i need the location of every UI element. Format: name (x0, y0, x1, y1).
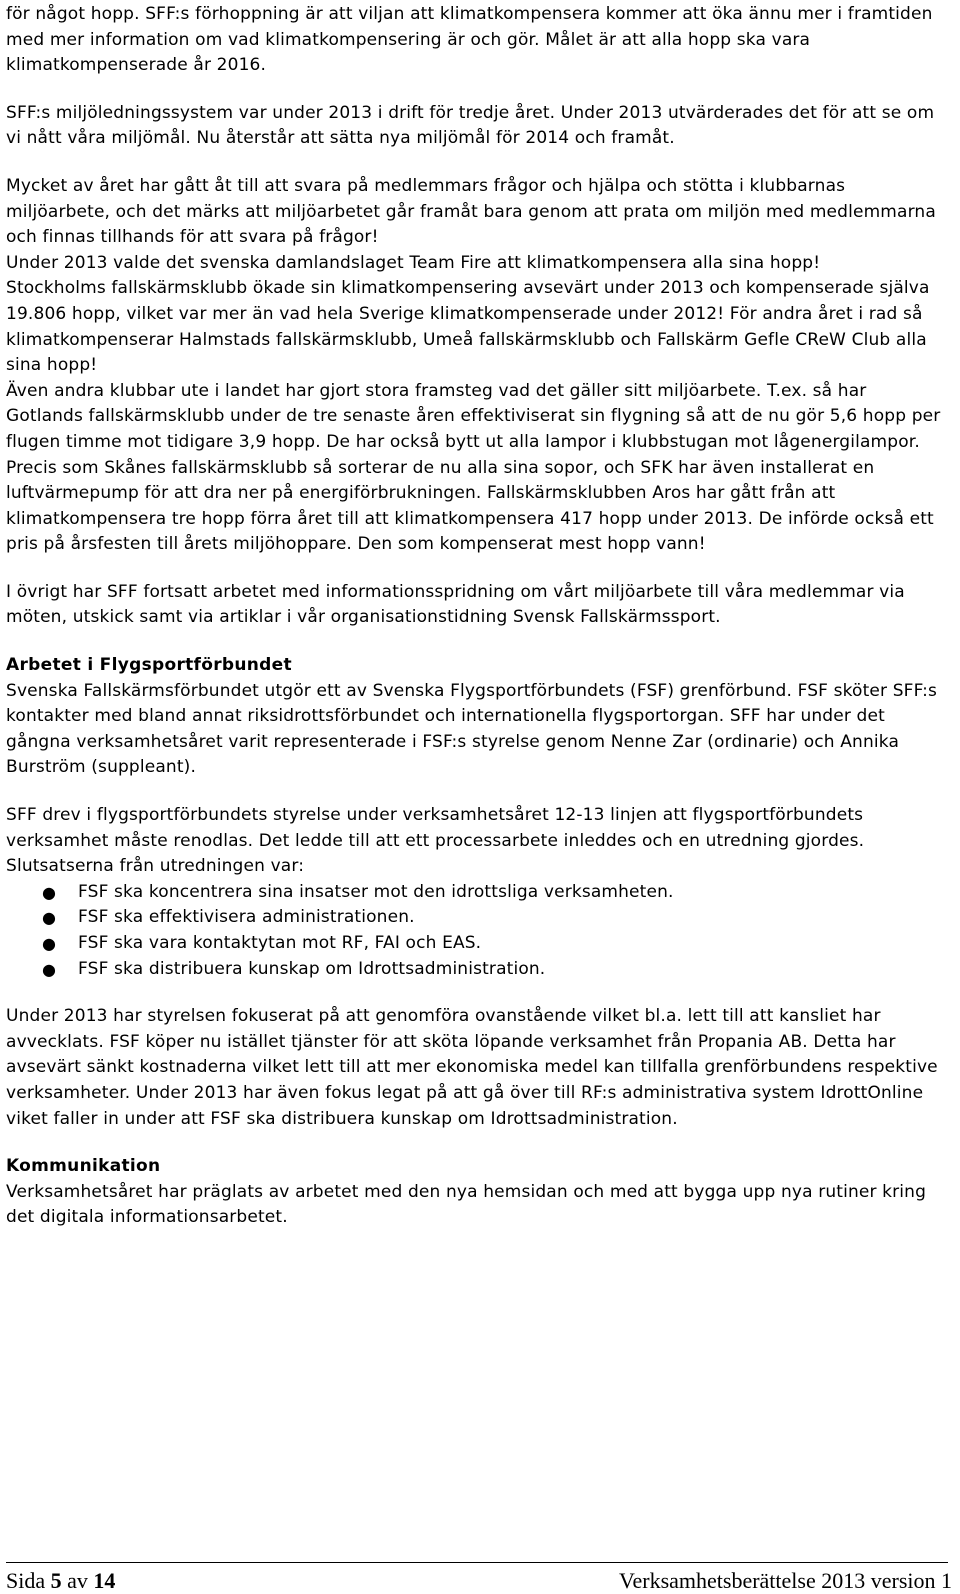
paragraph-climate-goal: för något hopp. SFF:s förhoppning är att viljan att klimatkompensera kommer att öka ännu mer i framtiden med mer information om vad klimatkompensering är och gör. Målet är att alla hopp ska vara klimatkompenserade år 2016. (6, 4, 933, 76)
bullet-icon: ● (42, 934, 57, 953)
paragraph-other-clubs: Även andra klubbar ute i landet har gjort stora framsteg vad det gäller sitt miljöarbete. T.ex. så har Gotlands fallskärmsklubb under de tre senaste åren effektiviserat sin flygning så att de nu gör 5,6 hopp per flugen timme mot tidigare 3,9 hopp. De har också bytt ut alla lampor i klubbstugan mot lågenergilampor. Precis som Skånes fallskärmsklubb så sorterar de nu alla sina sopor, och SFK har även installerat en luftvärmepump för att dra ner på energiförbrukningen. Fallskärmsklubben Aros har gått från att klimatkompensera tre hopp förra året till att klimatkompensera 417 hopp under 2013. De införde också ett pris på årsfesten till årets miljöhoppare. Den som kompenserat mest hopp vann! (6, 380, 941, 555)
paragraph-environment-system: SFF:s miljöledningssystem var under 2013 i drift för tredje året. Under 2013 utvärderades det för att se om vi nått våra miljömål. Nu återstår att sätta nya miljömål för 2014 och framåt. (6, 102, 935, 149)
bullet-icon: ● (42, 882, 57, 902)
paragraph-fsf-2013: Under 2013 har styrelsen fokuserat på att genomföra ovanstående vilket bl.a. lett till att kansliet har avvecklats. FSF köper nu istället tjänster för att sköta löpande verksamhet från Propania AB. Detta har avsevärt sänkt kostnaderna vilket lett till att mer ekonomiska medel kan tillfalla grenförbundens respektive verksamheter. Under 2013 har även fokus legat på att gå över till RF:s administrativa system IdrottOnline viket faller in under att FSF ska distribuera kunskap om Idrottsadministration. (6, 1006, 938, 1129)
paragraph-information-spread: I övrigt har SFF fortsatt arbetet med informationsspridning om vårt miljöarbete till våra medlemmar via möten, utskick samt via artiklar i vår organisationstidning Svensk Fallskärmssport. (6, 581, 905, 628)
paragraph-stockholm-club: Stockholms fallskärmsklubb ökade sin klimatkompensering avsevärt under 2013 och kompenserade själva 19.806 hopp, vilket var mer än vad hela Sverige klimatkompenserade under 2012! För andra året i rad så klimatkompenserar Halmstads fallskärmsklubb, Umeå fallskärmsklubb och Fallskärm Gefle CReW Club alla sina hopp! (6, 278, 930, 376)
footer-divider (6, 1562, 948, 1563)
paragraph-member-questions: Mycket av året har gått åt till att svara på medlemmars frågor och hjälpa och stötta i klubbarnas miljöarbete, och det märks att miljöarbetet går framåt bara genom att prata om miljön med medlemmarna och finnas tillhands för att svara på frågor! (6, 175, 936, 248)
heading-kommunikation: Kommunikation (6, 1156, 161, 1177)
document-page (6, 0, 948, 1231)
conclusions-list (6, 880, 948, 982)
paragraph-kommunikation: Verksamhetsåret har präglats av arbetet med den nya hemsidan och med att bygga upp nya rutiner kring det digitala informationsarbetet. (6, 1181, 927, 1228)
paragraph-fsf-intro: Svenska Fallskärmsförbundet utgör ett av Svenska Flygsportförbundets (FSF) grenförbund. FSF sköter SFF:s kontakter med bland annat riksidrottsförbundet och internationella flygsportorgan. SFF har under det gångna verksamhetsåret varit representerade i FSF:s styrelse genom Nenne Zar (ordinarie) och Annika Burström (suppleant). (6, 680, 938, 778)
list-item: ● FSF ska effektivisera administrationen. (6, 905, 948, 931)
list-item: ● FSF ska koncentrera sina insatser mot den idrottsliga verksamheten. (6, 880, 948, 906)
bullet-icon: ● (42, 959, 57, 979)
paragraph-team-fire: Under 2013 valde det svenska damlandslaget Team Fire att klimatkompensera alla sina hopp! (6, 252, 821, 273)
heading-flygsportforbundet: Arbetet i Flygsportförbundet (6, 655, 292, 676)
document-title: Verksamhetsberättelse 2013 version 1 (619, 1568, 952, 1593)
list-item: ● FSF ska distribuera kunskap om Idrottsadministration. (6, 957, 948, 983)
paragraph-fsf-board: SFF drev i flygsportförbundets styrelse under verksamhetsåret 12-13 linjen att flygsportförbundets verksamhet måste renodlas. Det ledde till att ett processarbete inleddes och en utredning gjordes. Slutsatserna från utredningen var: (6, 805, 865, 877)
page-number: Sida 5 av 14 (6, 1568, 116, 1593)
list-item: ● FSF ska vara kontaktytan mot RF, FAI och EAS. (6, 931, 948, 957)
bullet-icon: ● (42, 908, 57, 928)
